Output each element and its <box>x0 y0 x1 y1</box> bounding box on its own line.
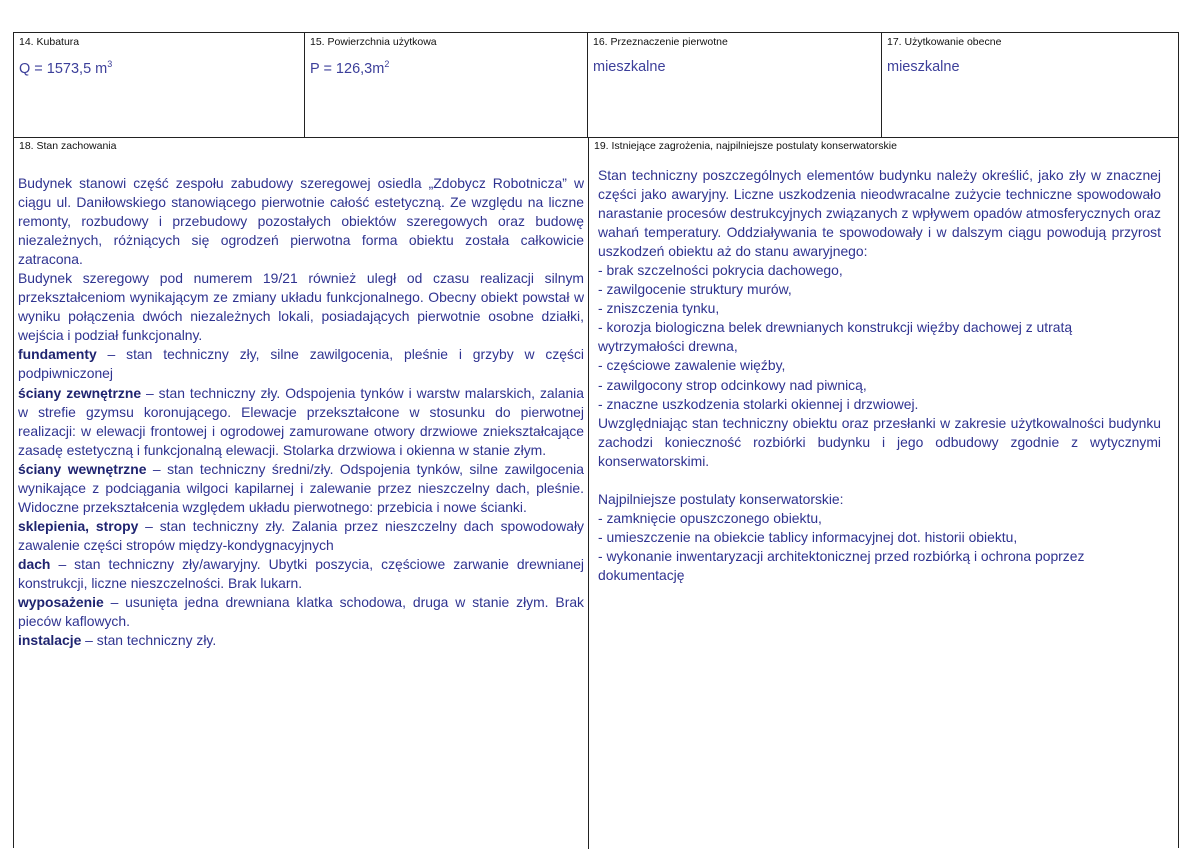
cell-header: 17. Użytkowanie obecne <box>887 36 1002 48</box>
cell-uzytkowanie <box>882 33 1178 137</box>
condition-label: dach <box>18 555 51 572</box>
condition-text: – stan techniczny zły. <box>81 632 217 649</box>
form-sheet <box>13 32 1179 848</box>
section-zagrozenia <box>589 137 1178 849</box>
condition-text: – usunięta jedna drewniana klatka schodowa, druga w stanie złym. Brak pieców kaflowych. <box>18 594 584 630</box>
value-text: P = 126,3m <box>310 61 385 77</box>
stan-body <box>18 174 584 650</box>
value-text: mieszkalne <box>593 59 666 75</box>
spacer <box>598 471 1161 490</box>
condition-item <box>18 593 584 631</box>
paragraph: Budynek stanowi część zespołu zabudowy szeregowej osiedla „Zdobycz Robotnicza” w ciągu ul. Daniłowskiego stanowiącego pierwotnie całość estetyczną. Ze względu na liczne remonty, rozbudowy i przebudowy pozostałych obiektów szeregowych oraz budowę niezależnych, różniących się ogrodzeń pierwotna forma obiektu została całkowicie zatracona. <box>18 175 584 268</box>
condition-label: sklepienia, stropy <box>18 517 139 534</box>
condition-text: – stan techniczny zły/awaryjny. Ubytki poszycia, częściowe zarwanie drewnianej konstrukcji, liczne nieszczelności. Brak lukarn. <box>18 555 584 591</box>
condition-text: – stan techniczny zły. Odspojenia tynków i warstw malarskich, zalania w strefie gzymsu koronującego. Elewacje przekształcone w stosunku do pierwotnej realizacji: w elewacji frontowej i ogrodowej zamurowane otwory drzwiowe zniekształcające zasadę estetyczną i funkcjonalną elewacji. Stolarka drzwiowa i okienna w stanie złym. <box>18 384 584 458</box>
value-text: Q = 1573,5 m <box>19 61 108 77</box>
condition-label: fundamenty <box>18 346 97 363</box>
section-header: 19. Istniejące zagrożenia, najpilniejsze postulaty konserwatorskie <box>594 140 897 152</box>
list-item: - umieszczenie na obiekcie tablicy informacyjnej dot. historii obiektu, <box>598 528 1018 545</box>
condition-label: ściany zewnętrzne <box>18 384 142 401</box>
condition-text: – stan techniczny zły, silne zawilgocenia, pleśnie i grzyby w części podpiwniczonej <box>18 346 584 382</box>
condition-label: instalacje <box>18 632 82 649</box>
paragraph: Stan techniczny poszczególnych elementów budynku należy określić, jako zły w znacznej części jako awaryjny. Liczne uszkodzenia nieodwracalne zużycie techniczne spowodowało narastanie procesów destrukcyjnych związanych z wpływem opadów atmosferycznych oraz wahań temperatury. Oddziaływania te spowodowały i w dalszym ciągu powodują przyrost uszkodzeń obiektu aż do stanu awaryjnego: <box>598 167 1161 260</box>
condition-item <box>18 460 584 517</box>
section-stan-zachowania <box>14 137 589 849</box>
postulates-title: Najpilniejsze postulaty konserwatorskie: <box>598 490 844 507</box>
cell-powierzchnia <box>305 33 588 137</box>
section-header: 18. Stan zachowania <box>19 140 117 152</box>
cell-value <box>305 48 587 77</box>
list-item: - brak szczelności pokrycia dachowego, <box>598 262 843 279</box>
value-text: mieszkalne <box>887 59 960 75</box>
list-item: - wykonanie inwentaryzacji architektonicznej przed rozbiórką i ochrona poprzez dokumentację <box>598 547 1085 583</box>
details-row <box>14 137 1178 849</box>
cell-header: 16. Przeznaczenie pierwotne <box>593 36 728 48</box>
condition-text: – stan techniczny zły. Zalania przez nieszczelny dach spowodowały zawalenie części stropów między-kondygnacyjnych <box>18 517 584 553</box>
cell-przeznaczenie <box>588 33 882 137</box>
list-item: - zniszczenia tynku, <box>598 300 720 317</box>
paragraph: Budynek szeregowy pod numerem 19/21 również uległ od czasu realizacji silnym przekształceniom wynikającym ze zmiany układu funkcjonalnego. Obecny obiekt powstał w wyniku połączenia dwóch niezależnych lokali, posiadających pierwotnie osobne działki, wejścia i podział funkcjonalny. <box>18 270 584 344</box>
list-item: - znaczne uszkodzenia stolarki okiennej i drzwiowej. <box>598 395 919 412</box>
list-item: - zamknięcie opuszczonego obiektu, <box>598 509 822 526</box>
list-item: - korozja biologiczna belek drewnianych konstrukcji więźby dachowej z utratą wytrzymałości drewna, <box>598 319 1073 355</box>
cell-header: 15. Powierzchnia użytkowa <box>310 36 437 48</box>
list-item: - zawilgocony strop odcinkowy nad piwnicą, <box>598 376 867 393</box>
condition-item <box>18 384 584 460</box>
value-superscript: 3 <box>107 59 113 69</box>
cell-value <box>14 48 304 77</box>
condition-label: ściany wewnętrzne <box>18 460 147 477</box>
cell-header: 14. Kubatura <box>19 36 80 48</box>
condition-item <box>18 517 584 555</box>
zagrozenia-body <box>598 166 1161 585</box>
cell-value <box>588 48 881 75</box>
value-superscript: 2 <box>384 59 390 69</box>
cell-value <box>882 48 1178 75</box>
paragraph: Uwzględniając stan techniczny obiektu oraz przesłanki w zakresie użytkowalności budynku zachodzi konieczność rozbiórki budynku i jego odbudowy zgodnie z wytycznymi konserwatorskimi. <box>598 414 1161 469</box>
cell-kubatura <box>14 33 305 137</box>
info-row <box>14 33 1178 138</box>
condition-item <box>18 345 584 383</box>
list-item: - zawilgocenie struktury murów, <box>598 281 792 298</box>
condition-item <box>18 631 584 650</box>
condition-text: – stan techniczny średni/zły. Odspojenia tynków, silne zawilgocenia wynikające z podciągania wilgoci kapilarnej i zalewanie przez nieszczelny dach, pleśnie. Widoczne przekształcenia względem układu pierwotnego: przebicia i nowe ścianki. <box>18 460 584 515</box>
list-item: - częściowe zawalenie więźby, <box>598 357 786 374</box>
condition-label: wyposażenie <box>18 594 104 611</box>
condition-item <box>18 555 584 593</box>
